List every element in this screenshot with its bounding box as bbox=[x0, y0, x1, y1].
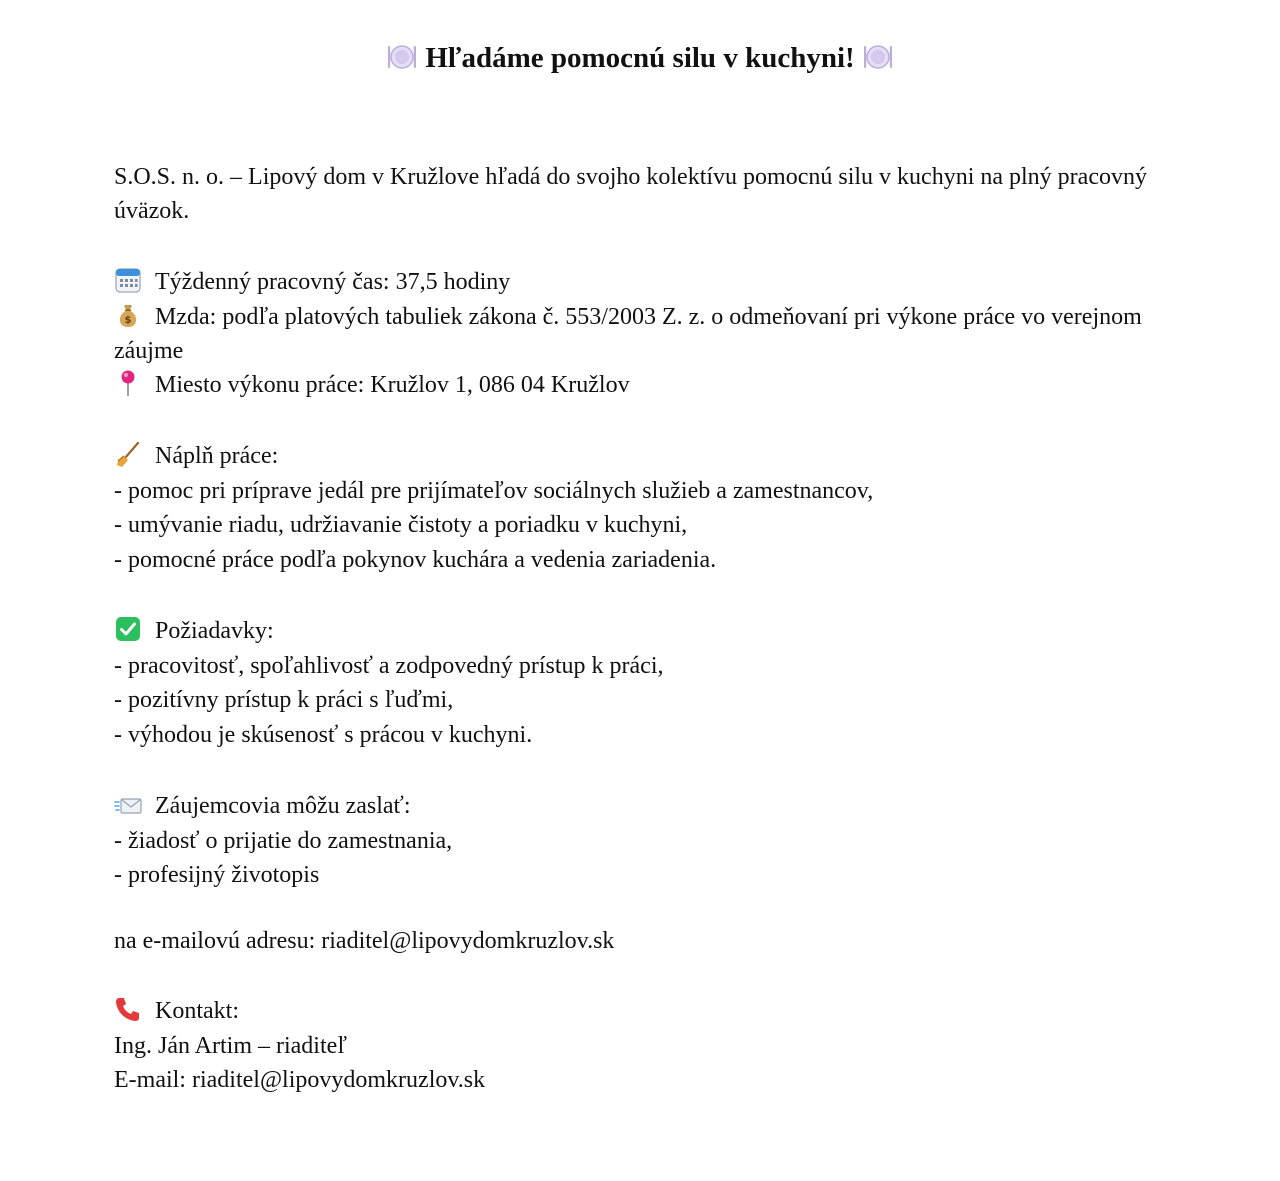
requirements-heading-text: Požiadavky: bbox=[155, 618, 274, 644]
list-item: - pomocné práce podľa pokynov kuchára a vedenia zariadenia. bbox=[114, 546, 717, 573]
list-item: - pozitívny prístup k práci s ľuďmi, bbox=[114, 687, 454, 713]
telephone-icon bbox=[114, 995, 142, 1023]
money-bag-icon bbox=[114, 301, 142, 329]
application-heading bbox=[114, 789, 1174, 824]
title-text: Hľadáme pomocnú silu v kuchyni! bbox=[425, 42, 855, 74]
contact-email: E-mail: riaditel@lipovydomkruzlov.sk bbox=[114, 1067, 486, 1093]
contact-heading bbox=[114, 994, 1174, 1029]
calendar-icon bbox=[114, 266, 142, 294]
envelope-icon bbox=[114, 790, 142, 818]
duties-heading bbox=[114, 439, 1174, 474]
list-item: - profesijný životopis bbox=[114, 862, 320, 888]
list-item: - výhodou je skúsenosť s prácou v kuchyni. bbox=[114, 721, 533, 748]
salary-text: Mzda: podľa platových tabuliek zákona č. 553/2003 Z. z. o odmeňovaní pri výkone práce vo verejnom záujme bbox=[114, 303, 1142, 364]
contact-heading-text: Kontakt: bbox=[155, 998, 239, 1024]
requirements-heading bbox=[114, 614, 1174, 649]
page-title bbox=[0, 36, 1280, 80]
list-item: - pracovitosť, spoľahlivosť a zodpovedný prístup k práci, bbox=[114, 652, 664, 679]
duties-heading-text: Náplň práce: bbox=[155, 443, 279, 469]
application-heading-text: Záujemcovia môžu zaslať: bbox=[155, 793, 411, 819]
plate-cutlery-icon bbox=[863, 41, 893, 71]
pushpin-icon bbox=[114, 369, 142, 397]
list-item: - žiadosť o prijatie do zamestnania, bbox=[114, 827, 453, 854]
hours-line bbox=[114, 265, 1174, 300]
check-mark-icon bbox=[114, 615, 142, 643]
location-line bbox=[114, 368, 1174, 403]
svg-text:$: $ bbox=[124, 314, 132, 326]
hours-text: Týždenný pracovný čas: 37,5 hodiny bbox=[155, 269, 511, 295]
list-item: - pomoc pri príprave jedál pre prijímateľov sociálnych služieb a zamestnancov, bbox=[114, 477, 874, 504]
location-text: Miesto výkonu práce: Kružlov 1, 086 04 Kružlov bbox=[155, 371, 630, 398]
salary-line bbox=[114, 300, 1174, 368]
email-address-line: na e-mailovú adresu: riaditel@lipovydomkruzlov.sk bbox=[114, 927, 615, 954]
broom-icon bbox=[114, 440, 142, 468]
plate-cutlery-icon bbox=[387, 41, 417, 71]
list-item: - umývanie riadu, udržiavanie čistoty a poriadku v kuchyni, bbox=[114, 512, 688, 538]
document-body bbox=[114, 160, 1174, 1098]
contact-person: Ing. Ján Artim – riaditeľ bbox=[114, 1032, 348, 1059]
intro-paragraph: S.O.S. n. o. – Lipový dom v Kružlove hľadá do svojho kolektívu pomocnú silu v kuchyni na plný pracovný úväzok. bbox=[114, 164, 1147, 224]
